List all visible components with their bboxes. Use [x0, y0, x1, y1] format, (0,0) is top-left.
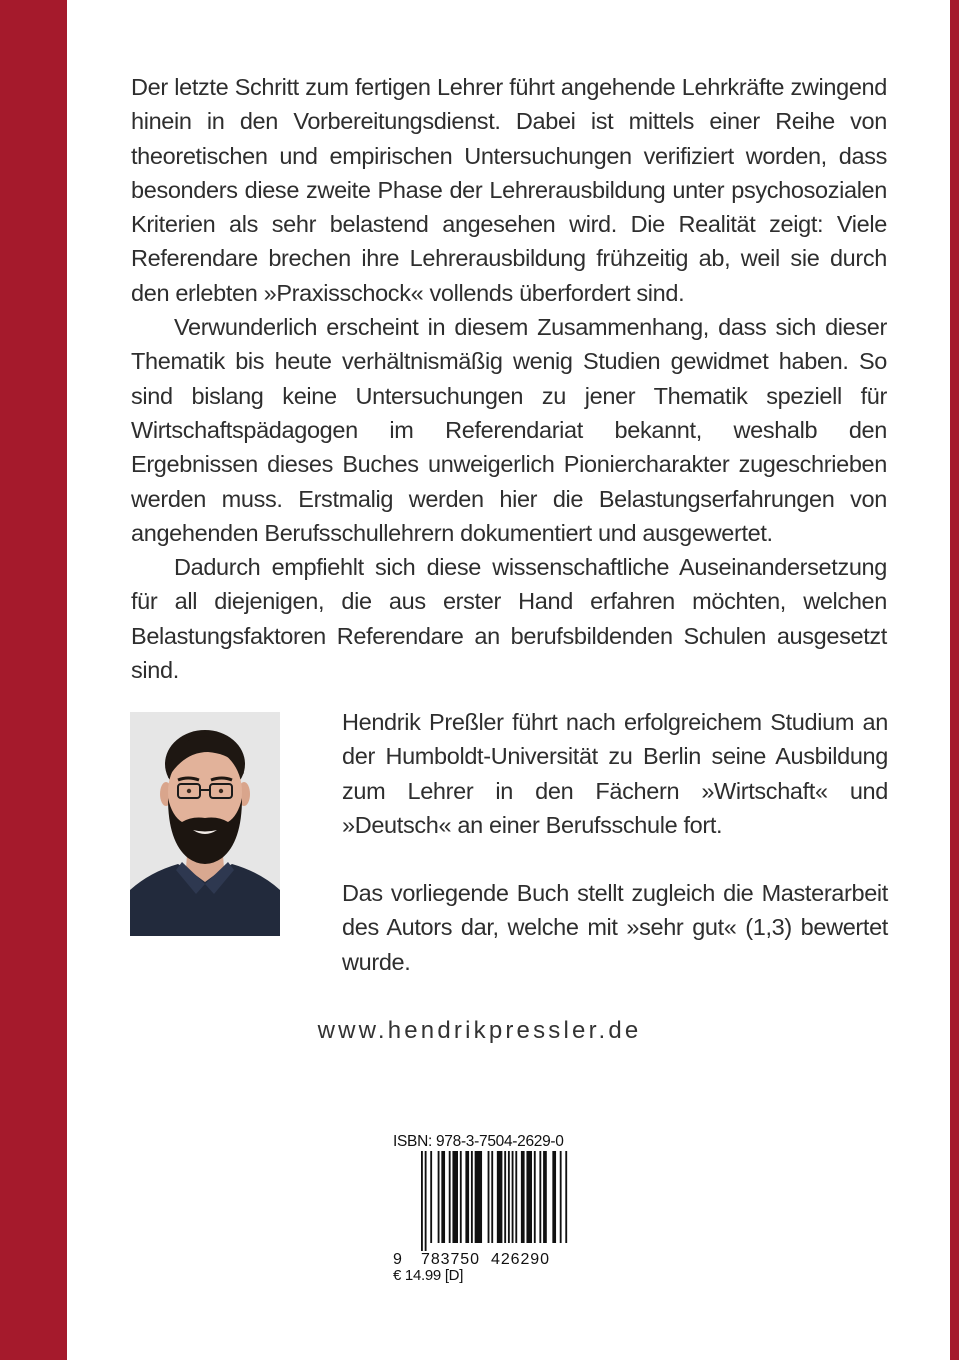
author-bio	[342, 705, 888, 979]
blurb-paragraph-2: Verwunderlich erscheint in diesem Zusammenhang, dass sich dieser Thematik bis heute verhältnismäßig wenig Studien gewidmet haben. So sind bislang keine Untersuchungen zu jener Thematik speziell für Wirtschaftspädagogen im Referendariat bekannt, weshalb den Ergebnissen dieses Buches unweigerlich Pioniercharakter zugeschrieben werden muss. Erstmalig werden hier die Belastungserfahrungen von angehenden Berufsschullehrern dokumentiert und ausgewertet.	[131, 314, 887, 546]
barcode-bar	[543, 1151, 547, 1243]
barcode-bar	[491, 1151, 493, 1243]
price-label: € 14.99 [D]	[393, 1267, 464, 1284]
barcode-digits-left: 783750	[421, 1251, 479, 1267]
barcode-bar	[526, 1151, 532, 1243]
back-cover-blurb	[131, 70, 887, 687]
author-photo	[130, 712, 280, 936]
barcode-bar	[515, 1151, 517, 1243]
barcode-bar	[449, 1151, 451, 1243]
barcode-bar	[471, 1151, 473, 1243]
isbn-barcode-block	[391, 1133, 569, 1289]
left-accent-stripe	[0, 0, 67, 1360]
barcode-bar	[512, 1151, 514, 1243]
barcode-bar	[460, 1151, 462, 1243]
barcode-bar	[488, 1151, 490, 1243]
barcode	[391, 1151, 569, 1267]
barcode-bar	[552, 1151, 556, 1243]
right-accent-stripe	[950, 0, 959, 1360]
barcode-bar	[452, 1151, 458, 1243]
barcode-bar	[539, 1151, 541, 1243]
isbn-label: ISBN: 978-3-7504-2629-0	[393, 1133, 564, 1150]
barcode-bar	[430, 1151, 432, 1243]
barcode-bar	[441, 1151, 445, 1243]
author-website: www.hendrikpressler.de	[317, 1017, 642, 1044]
author-bio-text: Hendrik Preßler führt nach erfolgreichem Studium an der Humboldt-Universität zu Berlin seine Ausbildung zum Lehrer in den Fächern »Wirtschaft« und »Deutsch« an einer Berufsschule fort.	[342, 709, 888, 838]
barcode-bar	[438, 1151, 440, 1243]
barcode-bar	[497, 1151, 503, 1243]
barcode-digits-right: 426290	[491, 1251, 549, 1267]
barcode-bar	[560, 1151, 562, 1243]
barcode-bar	[521, 1151, 525, 1243]
barcode-bar	[421, 1151, 423, 1251]
barcode-bar	[508, 1151, 510, 1243]
blurb-paragraph-3: Dadurch empfiehlt sich diese wissenschaftliche Auseinandersetzung für all diejenigen, die aus erster Hand erfahren möchten, welchen Belastungsfaktoren Referendare an berufsbildenden Schulen ausgesetzt sind.	[131, 554, 887, 684]
barcode-bar	[475, 1151, 482, 1243]
barcode-bar	[565, 1151, 567, 1243]
barcode-bar	[465, 1151, 469, 1243]
blurb-paragraph-1: Der letzte Schritt zum fertigen Lehrer führt angehende Lehrkräfte zwingend hinein in den Vorbereitungsdienst. Dabei ist mittels einer Reihe von theoretischen und empirischen Untersuchungen verifiziert worden, dass besonders diese zweite Phase der Lehrerausbildung unter psychosozialen Kriterien als sehr belastend angesehen wird. Die Realität zeigt: Viele Referendare brechen ihre Lehrerausbildung frühzeitig ab, weil sie durch den erlebten »Praxisschock« vollends überfordert sind.	[131, 74, 887, 306]
author-note-text: Das vorliegende Buch stellt zugleich die Masterarbeit des Autors dar, welche mit »sehr gut« (1,3) bewertet wurde.	[342, 880, 888, 975]
barcode-bar	[504, 1151, 506, 1243]
barcode-bar	[534, 1151, 536, 1243]
barcode-digit-first: 9	[393, 1251, 402, 1267]
barcode-bar	[425, 1151, 427, 1251]
